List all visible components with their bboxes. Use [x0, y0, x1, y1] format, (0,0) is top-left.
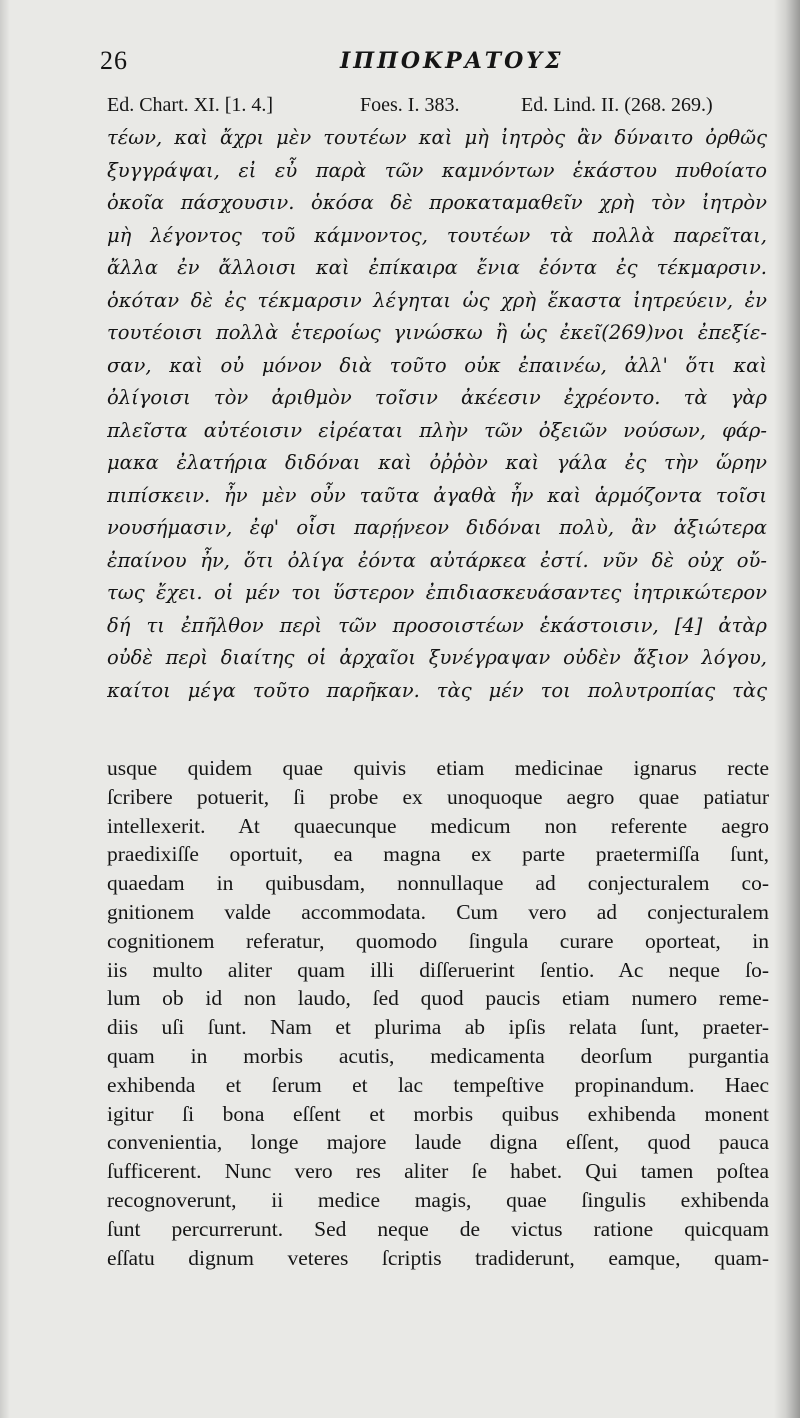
greek-line: μὴ λέγοντος τοῦ κάμνοντος, τουτέων τὰ πολλὰ παρεῖται,: [107, 223, 767, 247]
latin-line: intellexerit. At quaecunque medicum non referente aegro: [107, 813, 769, 838]
greek-line: δή τι ἐπῆλθον περὶ τῶν προσοιστέων ἑκάστοισιν, [4] ἀτὰρ: [107, 613, 767, 637]
latin-line: ſufficerent. Nunc vero res aliter ſe habet. Qui tamen poſtea: [107, 1159, 769, 1184]
greek-line: πιπίσκειν. ἦν μὲν οὖν ταῦτα ἀγαθὰ ἦν καὶ ἁρμόζοντα τοῖσι: [107, 483, 767, 507]
latin-line: ſunt percurrerunt. Sed neque de victus ratione quicquam: [107, 1216, 769, 1241]
greek-line: ὁκοῖα πάσχουσιν. ὁκόσα δὲ προκαταμαθεῖν χρὴ τὸν ἰητρὸν: [107, 191, 767, 214]
latin-line: exhibenda et ſerum et lac tempeſtive propinandum. Haec: [107, 1072, 769, 1097]
latin-line: eſſatu dignum veteres ſcriptis tradiderunt, eamque, quam-: [107, 1245, 769, 1270]
greek-line: ἄλλα ἐν ἄλλοισι καὶ ἐπίκαιρα ἔνια ἐόντα ἐς τέκμαρσιν.: [107, 256, 767, 279]
section-divider: [107, 738, 762, 739]
latin-line: usque quidem quae quivis etiam medicinae ignarus recte: [107, 756, 769, 780]
latin-line: recognoverunt, ii medice magis, quae ſingulis exhibenda: [107, 1187, 769, 1212]
latin-text-block: [107, 754, 769, 1272]
greek-line: τέων, καὶ ἄχρι μὲν τουτέων καὶ μὴ ἰητρὸς ἂν δύναιτο ὀρθῶς: [107, 126, 767, 149]
edition-ref-foes: Foes. I. 383.: [360, 94, 460, 116]
latin-line: iis multo aliter quam illi diſſeruerint ſentio. Ac neque ſo-: [107, 957, 769, 982]
latin-line: lum ob id non laudo, ſed quod paucis etiam numero reme-: [107, 986, 769, 1011]
greek-line: τουτέοισι πολλὰ ἑτεροίως γινώσκω ἢ ὡς ἐκεῖ(269)νοι ἐπεξίε-: [107, 321, 767, 344]
latin-line: quam in morbis acutis, medicamenta deorſum purgantia: [107, 1043, 769, 1068]
greek-line: ξυγγράψαι, εἰ εὖ παρὰ τῶν καμνόντων ἑκάστου πυθοίατο: [107, 158, 767, 182]
greek-line: πλεῖστα αὐτέοισιν εἰρέαται πλὴν τῶν ὀξειῶν νούσων, φάρ-: [107, 418, 767, 442]
latin-line: gnitionem valde accommodata. Cum vero ad conjecturalem: [107, 899, 769, 924]
page-number: 26: [100, 46, 128, 75]
latin-line: diis uſi ſunt. Nam et plurima ab ipſis relata ſunt, praeter-: [107, 1015, 769, 1040]
greek-line: ὁκόταν δὲ ἐς τέκμαρσιν λέγηται ὡς χρὴ ἕκαστα ἰητρεύειν, ἐν: [107, 288, 767, 312]
latin-line: ſcribere potuerit, ſi probe ex unoquoque aegro quae patiatur: [107, 784, 769, 809]
binding-shadow: [774, 0, 800, 1418]
greek-line: μακα ἐλατήρια διδόναι καὶ ὀῤῥὸν καὶ γάλα ἐς τὴν ὥρην: [107, 451, 767, 474]
latin-line: convenientia, longe majore laude digna eſſent, quod pauca: [107, 1130, 769, 1155]
edition-ref-lind: Ed. Lind. II. (268. 269.): [521, 94, 713, 116]
latin-line: praedixiſſe oportuit, ea magna ex parte praetermiſſa ſunt,: [107, 842, 769, 867]
edition-ref-chart: Ed. Chart. XI. [1. 4.]: [107, 94, 274, 116]
latin-line: igitur ſi bona eſſent et morbis quibus exhibenda monent: [107, 1101, 769, 1126]
greek-line: καίτοι μέγα τοῦτο παρῆκαν. τὰς μέν τοι πολυτροπίας τὰς: [107, 678, 767, 702]
latin-line: cognitionem referatur, quomodo ſingula curare oporteat, in: [107, 928, 769, 953]
greek-line: οὐδὲ περὶ διαίτης οἱ ἀρχαῖοι ξυνέγραψαν οὐδὲν ἄξιον λόγου,: [107, 646, 767, 669]
greek-line: σαν, καὶ οὐ μόνον διὰ τοῦτο οὐκ ἐπαινέω, ἀλλ' ὅτι καὶ: [107, 353, 767, 377]
greek-line: τως ἔχει. οἱ μέν τοι ὕστερον ἐπιδιασκευάσαντες ἰητρικώτερον: [107, 581, 767, 604]
edition-references: [107, 94, 777, 122]
greek-line: ἐπαίνου ἦν, ὅτι ὀλίγα ἐόντα αὐτάρκεα ἐστί. νῦν δὲ οὐχ οὔ-: [107, 548, 767, 572]
latin-line: quaedam in quibusdam, nonnullaque ad conjecturalem co-: [107, 871, 769, 896]
greek-text-block: [107, 122, 767, 707]
running-title: ΙΠΠΟΚΡΑΤΟΥΣ: [340, 48, 564, 74]
greek-line: νουσήμασιν, ἐφ' οἷσι παρῄνεον διδόναι πολὺ, ἂν ἀξιώτερα: [107, 516, 767, 539]
greek-line: ὀλίγοισι τὸν ἀριθμὸν τοῖσιν ἀκέεσιν ἐχρέοντο. τὰ γὰρ: [107, 386, 767, 409]
running-head: [100, 46, 740, 82]
page-left-edge-shadow: [0, 0, 10, 1418]
